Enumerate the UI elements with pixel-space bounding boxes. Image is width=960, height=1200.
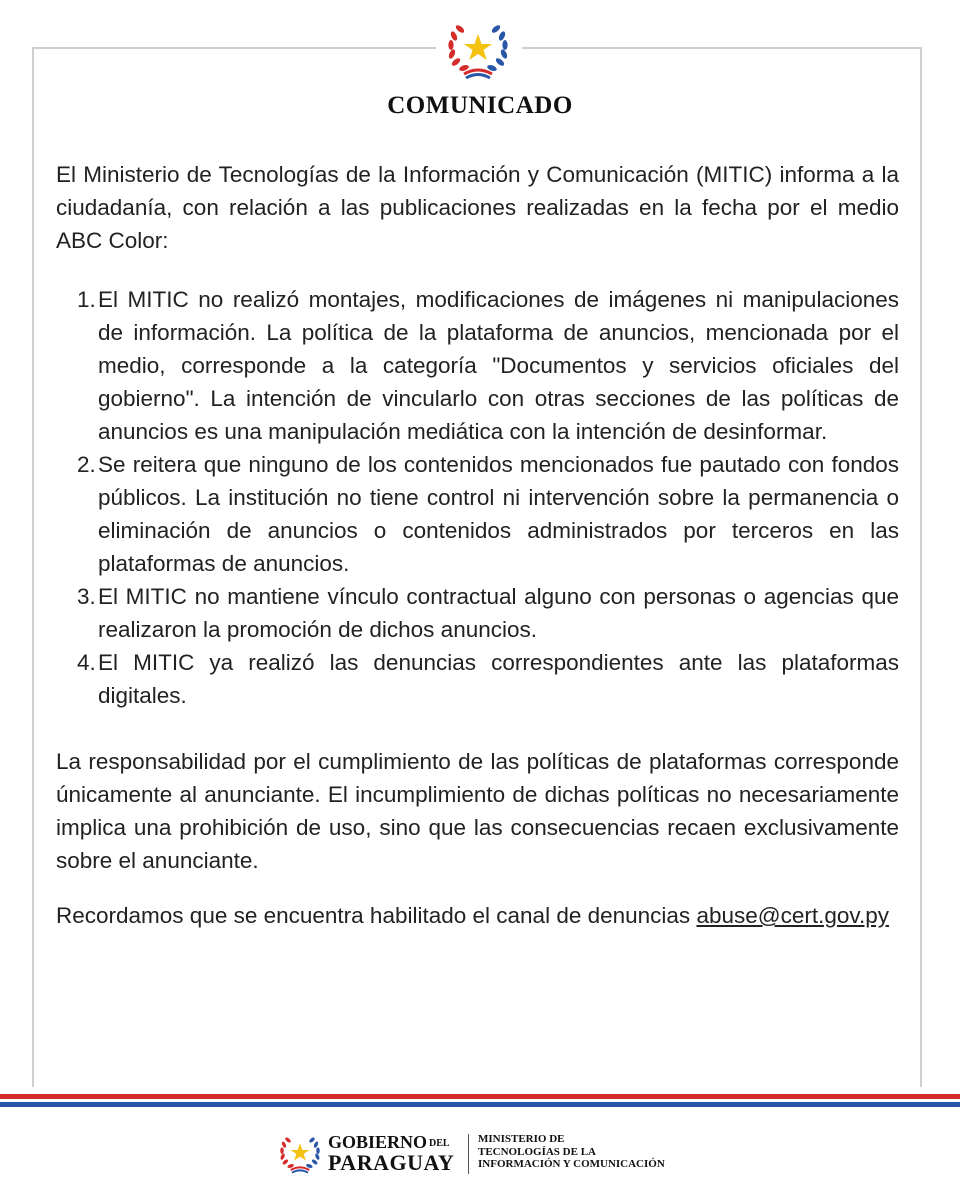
gobierno-word: GOBIERNO: [328, 1132, 428, 1152]
list-item-text: El MITIC no mantiene vínculo contractual alguno con personas o agencias que realizaron la promoción de dichos anuncios.: [98, 584, 899, 642]
list-item-text: Se reitera que ninguno de los contenidos mencionados fue pautado con fondos públicos. La institución no tiene control ni intervención sobre la permanencia o eliminación de anuncios o contenidos administrados por terceros en las plataformas de anuncios.: [98, 452, 899, 576]
ministry-line: MINISTERIO DE: [478, 1133, 565, 1145]
ministry-line: INFORMACIÓN Y COMUNICACIÓN: [478, 1158, 665, 1170]
intro-paragraph: El Ministerio de Tecnologías de la Información y Comunicación (MITIC) informa a la ciudadanía, con relación a las publicaciones realizadas en la fecha por el medio ABC Color:: [56, 162, 899, 253]
frame-top-left-line: [32, 47, 436, 49]
frame-right-line: [920, 47, 922, 1087]
channel-text: Recordamos que se encuentra habilitado el canal de denuncias: [56, 903, 691, 928]
ministry-line: TECNOLOGÍAS DE LA: [478, 1145, 596, 1158]
email-link[interactable]: abuse@cert.gov.py: [696, 903, 889, 928]
list-item-text: El MITIC ya realizó las denuncias correspondientes ante las plataformas digitales.: [98, 650, 899, 708]
list-item: [56, 646, 899, 712]
footer-divider: [468, 1134, 469, 1174]
responsibility-paragraph: La responsabilidad por el cumplimiento de las políticas de plataformas corresponde únicamente al anunciante. El incumplimiento de dichas políticas no necesariamente implica una prohibición de uso, sino que las consecuencias recaen exclusivamente sobre el anunciante.: [56, 749, 899, 873]
channel-paragraph: [56, 899, 899, 932]
paraguay-word: PARAGUAY: [328, 1150, 455, 1175]
list-item: [56, 580, 899, 646]
footer-logo: [276, 1128, 696, 1178]
frame-left-line: [32, 47, 34, 1087]
list-item: [56, 448, 899, 580]
list-item: [56, 283, 899, 448]
document-body: [56, 158, 899, 932]
del-word: DEL: [429, 1138, 450, 1150]
list-item-number: 1.: [77, 287, 96, 312]
statement-list: [56, 283, 899, 712]
list-item-number: 2.: [77, 452, 96, 477]
list-item-text: El MITIC no realizó montajes, modificaciones de imágenes ni manipulaciones de información. La política de la plataforma de anuncios, mencionada por el medio, corresponde a la categoría "Documentos y servicios oficiales del gobierno". La intención de vincularlo con otras secciones de las políticas de anuncios es una manipulación mediática con la intención de desinformar.: [98, 287, 899, 444]
list-item-number: 3.: [77, 584, 96, 609]
list-item-number: 4.: [77, 650, 96, 675]
page-title: COMUNICADO: [387, 92, 573, 119]
ministry-name: [478, 1133, 665, 1171]
frame-top-right-line: [522, 47, 922, 49]
national-emblem-icon: [276, 1132, 324, 1176]
flag-stripe-blue: [0, 1102, 960, 1107]
national-emblem-icon: [442, 18, 514, 82]
